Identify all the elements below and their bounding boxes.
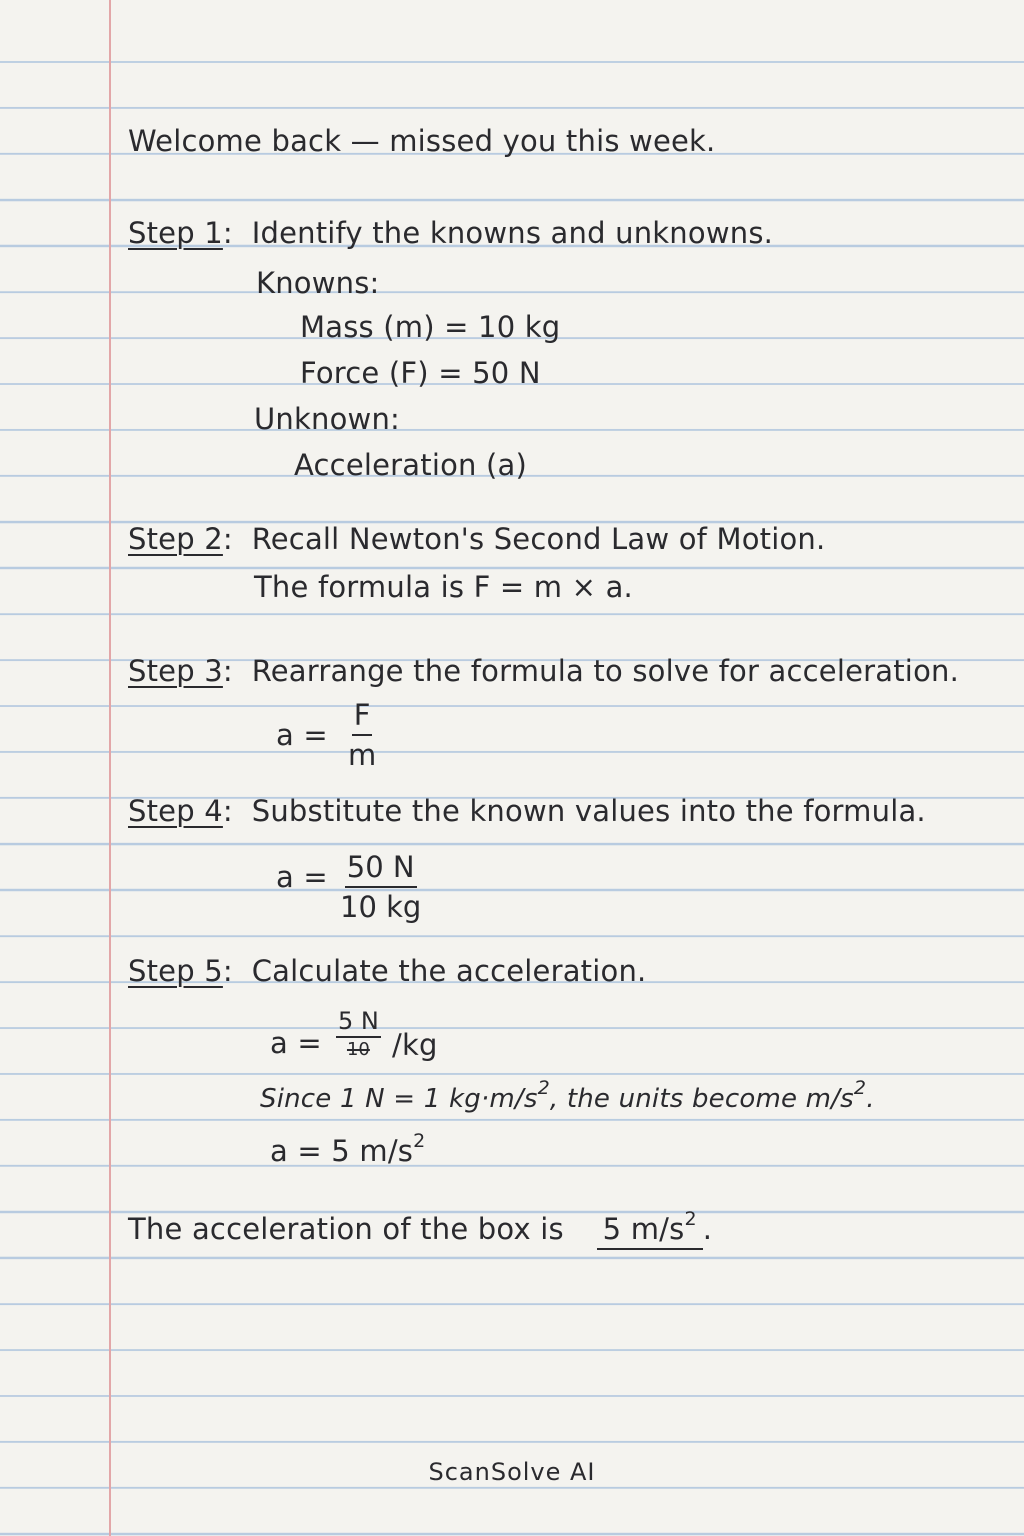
units-note-end: . (866, 1084, 875, 1114)
known-mass: Mass (m) = 10 kg (300, 310, 561, 344)
step-4-denominator: 10 kg (340, 890, 422, 924)
units-note-sup-1: 2 (537, 1077, 550, 1100)
step-5-result-value: a = 5 m/s (270, 1134, 414, 1168)
units-note-sup-2: 2 (853, 1077, 867, 1100)
step-3-fraction (348, 698, 376, 772)
step-3-title: Rearrange the formula to solve for acceleration. (251, 654, 960, 688)
step-1: Step 1: Identify the knowns and unknowns. (128, 216, 774, 250)
knowns-heading: Knowns: (256, 266, 380, 300)
step-5-eq-tail: /kg (392, 1028, 438, 1062)
step-5-denominator-struck: 10 (346, 1039, 370, 1060)
step-1-label: Step 1 (128, 216, 223, 250)
step-3-label: Step 3 (128, 654, 223, 688)
conclusion-end: . (702, 1212, 713, 1246)
step-2: Step 2: Recall Newton's Second Law of Motion. (128, 522, 826, 556)
step-4-eq-lhs: a = (276, 860, 328, 894)
step-3-numerator: F (352, 698, 373, 736)
final-answer (597, 1208, 703, 1250)
step-3-eq-lhs: a = (276, 718, 328, 752)
step-5: Step 5: Calculate the acceleration. (128, 954, 647, 988)
greeting: Welcome back — missed you this week. (128, 124, 716, 158)
conclusion-text: The acceleration of the box is (128, 1212, 564, 1246)
step-2-detail: The formula is F = m × a. (254, 570, 633, 604)
step-5-result (270, 1130, 426, 1168)
unknown-heading: Unknown: (254, 402, 400, 436)
conclusion (128, 1208, 713, 1246)
step-2-label: Step 2 (128, 522, 223, 556)
step-5-numerator: 5 N (336, 1008, 381, 1038)
footer-brand: ScanSolve AI (428, 1458, 596, 1486)
step-2-title: Recall Newton's Second Law of Motion. (251, 522, 826, 556)
step-5-label: Step 5 (128, 954, 223, 988)
units-note-part-1: Since 1 N = 1 kg·m/s (260, 1084, 538, 1114)
step-3: Step 3: Rearrange the formula to solve for acceleration. (128, 654, 960, 688)
step-5-title: Calculate the acceleration. (251, 954, 647, 988)
step-5-fraction (336, 1008, 381, 1060)
step-4-fraction (340, 850, 421, 924)
units-note-part-2: , the units become m/s (549, 1084, 854, 1114)
step-3-denominator: m (348, 738, 377, 772)
step-4-title: Substitute the known values into the formula. (251, 794, 926, 828)
step-4-numerator: 50 N (345, 850, 417, 888)
step-5-result-sup: 2 (413, 1130, 426, 1153)
step-4-label: Step 4 (128, 794, 223, 828)
unknown-acceleration: Acceleration (a) (294, 448, 528, 482)
final-answer-sup: 2 (684, 1208, 697, 1231)
step-1-title: Identify the knowns and unknowns. (251, 216, 774, 250)
known-force: Force (F) = 50 N (300, 356, 541, 390)
step-5-units-note (260, 1077, 875, 1116)
final-answer-value: 5 m/s (602, 1212, 685, 1246)
step-4: Step 4: Substitute the known values into the formula. (128, 794, 926, 828)
step-5-eq-lhs: a = (270, 1026, 322, 1060)
margin-line (109, 0, 111, 1536)
